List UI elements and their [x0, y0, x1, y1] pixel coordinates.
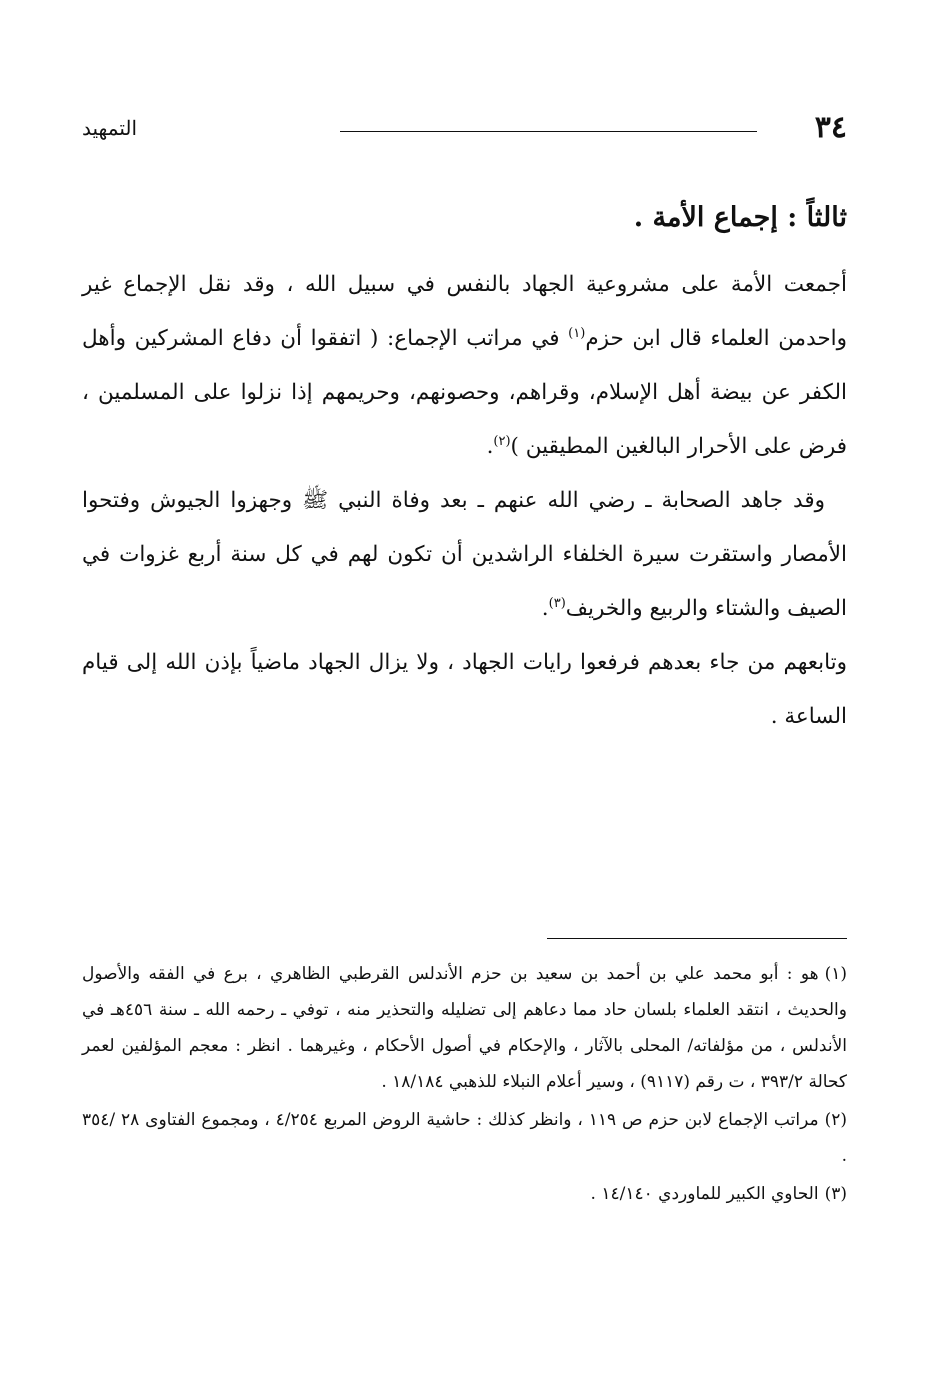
running-title: التمهيد: [82, 116, 137, 140]
paragraph-3: وتابعهم من جاء بعدهم فرفعوا رايات الجهاد ، ولا يزال الجهاد ماضياً بإذن الله إلى قيام الساعة .: [82, 650, 847, 729]
footnote-ref-1: (١): [568, 325, 586, 341]
paragraph-1: [82, 258, 847, 474]
paragraph-2: [82, 474, 847, 636]
paragraph-1-quote: في مراتب الإجماع: ( اتفقوا أن دفاع المشركين وأهل الكفر عن بيضة أهل الإسلام، وقراهم، وحصونهم، وحريمهم إذا نزلوا على المسلمين ، فرض على الأحرار البالغين المطيقين ): [82, 326, 847, 459]
footnote-ref-3: (٣): [548, 595, 566, 611]
footnote-1: [82, 956, 847, 1100]
footnote-ref-2: (٢): [493, 433, 511, 449]
footnote-number: (١): [824, 964, 847, 984]
paragraph-1-end: .: [486, 434, 494, 459]
header-rule: [340, 131, 757, 132]
paragraph-2-end: .: [541, 596, 549, 621]
page-number: ٣٤: [814, 110, 847, 145]
footnote-text: هو : أبو محمد علي بن أحمد بن سعيد بن حزم الأندلس القرطبي الظاهري ، برع في الفقه والأصول والحديث ، انتقد العلماء بلسان حاد مما دعاهم إلى تضليله والتحذير منه ، توفي ـ رحمه الله ـ سنة ٤٥٦هـ في الأندلس ، من مؤلفاته/ المحلى بالآثار ، والإحكام في أصول الأحكام ، وغيرهما . انظر : معجم المؤلفين لعمر كحالة ٣٩٣/٢ ، ت رقم (٩١١٧) ، وسير أعلام النبلاء للذهبي ١٨/١٨٤ .: [82, 964, 847, 1092]
footnotes: [82, 956, 847, 1214]
footnote-number: (٢): [824, 1110, 847, 1130]
section-heading: ثالثاً : إجماع الأمة .: [633, 202, 847, 233]
footnote-text: مراتب الإجماع لابن حزم ص ١١٩ ، وانظر كذلك : حاشية الروض المربع ٤/٢٥٤ ، ومجموع الفتاوى ٢٨ /٣٥٤ .: [82, 1110, 847, 1166]
footnote-3: [82, 1176, 847, 1212]
paragraph-2-text: وقد جاهد الصحابة ـ رضي الله عنهم ـ بعد وفاة النبي ﷺ وجهزوا الجيوش وفتحوا الأمصار واستقرت سيرة الخلفاء الراشدين أن تكون لهم في كل سنة أربع غزوات في الصيف والشتاء والربيع والخريف: [82, 488, 847, 621]
footnote-text: الحاوي الكبير للماوردي ١٤/١٤٠ .: [590, 1184, 819, 1204]
footnote-number: (٣): [824, 1184, 847, 1204]
body-text: [82, 258, 847, 744]
footnote-2: [82, 1102, 847, 1174]
paragraph-1-text: أجمعت الأمة على مشروعية الجهاد بالنفس في سبيل الله ، وقد نقل الإجماع غير واحدمن العلماء قال ابن حزم: [82, 272, 848, 351]
footnote-separator: [547, 938, 847, 939]
page-header: [82, 108, 847, 148]
